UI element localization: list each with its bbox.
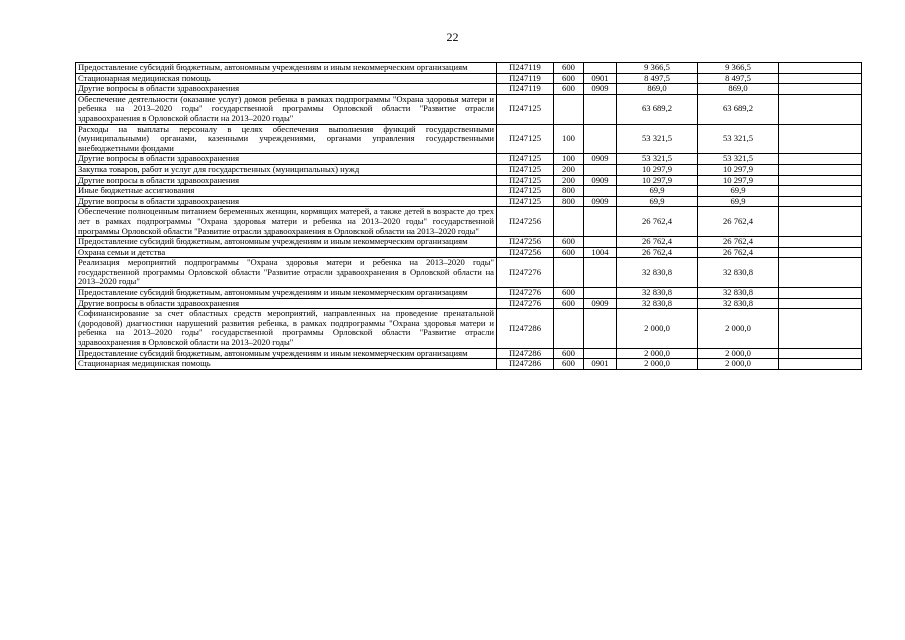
amount-cell: 26 762,4: [698, 207, 779, 237]
amount-cell: 63 689,2: [698, 94, 779, 124]
amount-cell: 69,9: [698, 186, 779, 197]
expense-type-code: [554, 207, 584, 237]
target-article-code: П247125: [497, 175, 554, 186]
expense-name: Другие вопросы в области здравоохранения: [76, 196, 497, 207]
expense-name: Расходы на выплаты персоналу в целях обеспечения выполнения функций государственными (муниципальными) органами, казенными учреждениями, органами управления государственными внебюджетными фондами: [76, 124, 497, 154]
expense-type-code: [554, 258, 584, 288]
amount-cell: 32 830,8: [617, 258, 698, 288]
expense-name: Закупка товаров, работ и услуг для государственных (муниципальных) нужд: [76, 164, 497, 175]
empty-cell: [779, 309, 862, 348]
empty-cell: [779, 73, 862, 84]
expense-type-code: 100: [554, 154, 584, 165]
expense-name: Другие вопросы в области здравоохранения: [76, 84, 497, 95]
table-row: [76, 309, 862, 348]
section-code: 0909: [584, 84, 617, 95]
table-row: [76, 94, 862, 124]
amount-cell: 69,9: [617, 196, 698, 207]
expense-type-code: 200: [554, 164, 584, 175]
amount-cell: 2 000,0: [698, 359, 779, 370]
expense-name: Другие вопросы в области здравоохранения: [76, 154, 497, 165]
expense-type-code: 100: [554, 124, 584, 154]
expense-name: Реализация мероприятий подпрограммы "Охрана здоровья матери и ребенка на 2013–2020 годы" государственной программы Орловской области "Развитие отрасли здравоохранения в Орловской области на 2013–2020 годы": [76, 258, 497, 288]
expense-name: Стационарная медицинская помощь: [76, 73, 497, 84]
empty-cell: [779, 94, 862, 124]
target-article-code: П247286: [497, 359, 554, 370]
target-article-code: П247286: [497, 309, 554, 348]
table-row: [76, 84, 862, 95]
table-row: [76, 207, 862, 237]
amount-cell: 32 830,8: [698, 258, 779, 288]
expense-type-code: 600: [554, 84, 584, 95]
empty-cell: [779, 175, 862, 186]
table-row: [76, 237, 862, 248]
section-code: [584, 309, 617, 348]
amount-cell: 9 366,5: [617, 63, 698, 74]
expense-type-code: 600: [554, 298, 584, 309]
amount-cell: 869,0: [698, 84, 779, 95]
amount-cell: 2 000,0: [617, 348, 698, 359]
amount-cell: 26 762,4: [698, 237, 779, 248]
expense-type-code: 200: [554, 175, 584, 186]
amount-cell: 63 689,2: [617, 94, 698, 124]
target-article-code: П247125: [497, 94, 554, 124]
section-code: [584, 207, 617, 237]
target-article-code: П247276: [497, 298, 554, 309]
table-row: [76, 348, 862, 359]
table-row: [76, 298, 862, 309]
expense-name: Предоставление субсидий бюджетным, автономным учреждениям и иным некоммерческим организациям: [76, 237, 497, 248]
amount-cell: 2 000,0: [617, 359, 698, 370]
target-article-code: П247125: [497, 154, 554, 165]
section-code: [584, 186, 617, 197]
table-row: [76, 124, 862, 154]
empty-cell: [779, 348, 862, 359]
section-code: [584, 258, 617, 288]
page-number: 22: [446, 30, 459, 44]
expense-type-code: 800: [554, 186, 584, 197]
table-row: [76, 186, 862, 197]
section-code: 0909: [584, 298, 617, 309]
amount-cell: 10 297,9: [617, 175, 698, 186]
amount-cell: 26 762,4: [617, 247, 698, 258]
section-code: 0909: [584, 175, 617, 186]
amount-cell: 69,9: [617, 186, 698, 197]
expense-name: Обеспечение полноценным питанием беременных женщин, кормящих матерей, а также детей в возрасте до трех лет в рамках подпрограммы "Охрана здоровья матери и ребенка на 2013–2020 годы" государственной программы Орловской области "Развитие отрасли здравоохранения в Орловской области на 2013–2020 годы": [76, 207, 497, 237]
section-code: [584, 63, 617, 74]
target-article-code: П247125: [497, 164, 554, 175]
expense-type-code: 600: [554, 288, 584, 299]
section-code: 0901: [584, 359, 617, 370]
expense-name: Стационарная медицинская помощь: [76, 359, 497, 370]
amount-cell: 53 321,5: [617, 124, 698, 154]
table-row: [76, 154, 862, 165]
expense-type-code: 800: [554, 196, 584, 207]
expense-type-code: [554, 94, 584, 124]
amount-cell: 2 000,0: [698, 309, 779, 348]
amount-cell: 53 321,5: [698, 124, 779, 154]
target-article-code: П247276: [497, 288, 554, 299]
target-article-code: П247286: [497, 348, 554, 359]
amount-cell: 869,0: [617, 84, 698, 95]
table-row: [76, 359, 862, 370]
amount-cell: 10 297,9: [698, 164, 779, 175]
expense-type-code: 600: [554, 73, 584, 84]
amount-cell: 2 000,0: [698, 348, 779, 359]
table-row: [76, 164, 862, 175]
target-article-code: П247276: [497, 258, 554, 288]
expense-name: Другие вопросы в области здравоохранения: [76, 175, 497, 186]
expense-name: Охрана семьи и детства: [76, 247, 497, 258]
target-article-code: П247256: [497, 207, 554, 237]
amount-cell: 26 762,4: [617, 237, 698, 248]
amount-cell: 9 366,5: [698, 63, 779, 74]
expense-name: Софинансирование за счет областных средств мероприятий, направленных на проведение пренатальной (дородовой) диагностики нарушений развития ребенка, в рамках подпрограммы "Охрана здоровья матери и ребенка на 2013–2020 годы" государственной программы Орловской области "Развитие отрасли здравоохранения в Орловской области на 2013–2020 годы": [76, 309, 497, 348]
empty-cell: [779, 63, 862, 74]
expense-name: Обеспечение деятельности (оказание услуг) домов ребенка в рамках подпрограммы "Охрана здоровья матери и ребенка на 2013–2020 годы" государственной программы Орловской области "Развитие отрасли здравоохранения в Орловской области на 2013–2020 годы": [76, 94, 497, 124]
expense-name: Предоставление субсидий бюджетным, автономным учреждениям и иным некоммерческим организациям: [76, 288, 497, 299]
section-code: [584, 288, 617, 299]
table-row: [76, 288, 862, 299]
budget-table: [75, 62, 862, 370]
amount-cell: 32 830,8: [617, 288, 698, 299]
table-row: [76, 73, 862, 84]
amount-cell: 8 497,5: [617, 73, 698, 84]
empty-cell: [779, 359, 862, 370]
empty-cell: [779, 84, 862, 95]
table-row: [76, 247, 862, 258]
target-article-code: П247256: [497, 247, 554, 258]
section-code: [584, 94, 617, 124]
expense-type-code: 600: [554, 247, 584, 258]
empty-cell: [779, 196, 862, 207]
empty-cell: [779, 154, 862, 165]
expense-type-code: [554, 309, 584, 348]
section-code: 0909: [584, 154, 617, 165]
empty-cell: [779, 288, 862, 299]
section-code: 0901: [584, 73, 617, 84]
section-code: 0909: [584, 196, 617, 207]
section-code: [584, 237, 617, 248]
section-code: [584, 124, 617, 154]
target-article-code: П247125: [497, 186, 554, 197]
target-article-code: П247125: [497, 196, 554, 207]
expense-name: Другие вопросы в области здравоохранения: [76, 298, 497, 309]
table-row: [76, 196, 862, 207]
expense-type-code: 600: [554, 348, 584, 359]
target-article-code: П247125: [497, 124, 554, 154]
empty-cell: [779, 258, 862, 288]
empty-cell: [779, 237, 862, 248]
expense-name: Иные бюджетные ассигнования: [76, 186, 497, 197]
expense-type-code: 600: [554, 237, 584, 248]
empty-cell: [779, 298, 862, 309]
expense-type-code: 600: [554, 63, 584, 74]
amount-cell: 69,9: [698, 196, 779, 207]
amount-cell: 8 497,5: [698, 73, 779, 84]
target-article-code: П247256: [497, 237, 554, 248]
section-code: 1004: [584, 247, 617, 258]
amount-cell: 32 830,8: [698, 298, 779, 309]
amount-cell: 2 000,0: [617, 309, 698, 348]
section-code: [584, 164, 617, 175]
target-article-code: П247119: [497, 73, 554, 84]
amount-cell: 53 321,5: [698, 154, 779, 165]
expense-name: Предоставление субсидий бюджетным, автономным учреждениям и иным некоммерческим организациям: [76, 63, 497, 74]
empty-cell: [779, 186, 862, 197]
amount-cell: 26 762,4: [617, 207, 698, 237]
amount-cell: 10 297,9: [698, 175, 779, 186]
amount-cell: 26 762,4: [698, 247, 779, 258]
empty-cell: [779, 124, 862, 154]
target-article-code: П247119: [497, 63, 554, 74]
amount-cell: 32 830,8: [617, 298, 698, 309]
target-article-code: П247119: [497, 84, 554, 95]
amount-cell: 53 321,5: [617, 154, 698, 165]
section-code: [584, 348, 617, 359]
table-row: [76, 258, 862, 288]
empty-cell: [779, 164, 862, 175]
amount-cell: 32 830,8: [698, 288, 779, 299]
empty-cell: [779, 247, 862, 258]
table-row: [76, 175, 862, 186]
expense-type-code: 600: [554, 359, 584, 370]
expense-name: Предоставление субсидий бюджетным, автономным учреждениям и иным некоммерческим организациям: [76, 348, 497, 359]
table-row: [76, 63, 862, 74]
amount-cell: 10 297,9: [617, 164, 698, 175]
empty-cell: [779, 207, 862, 237]
